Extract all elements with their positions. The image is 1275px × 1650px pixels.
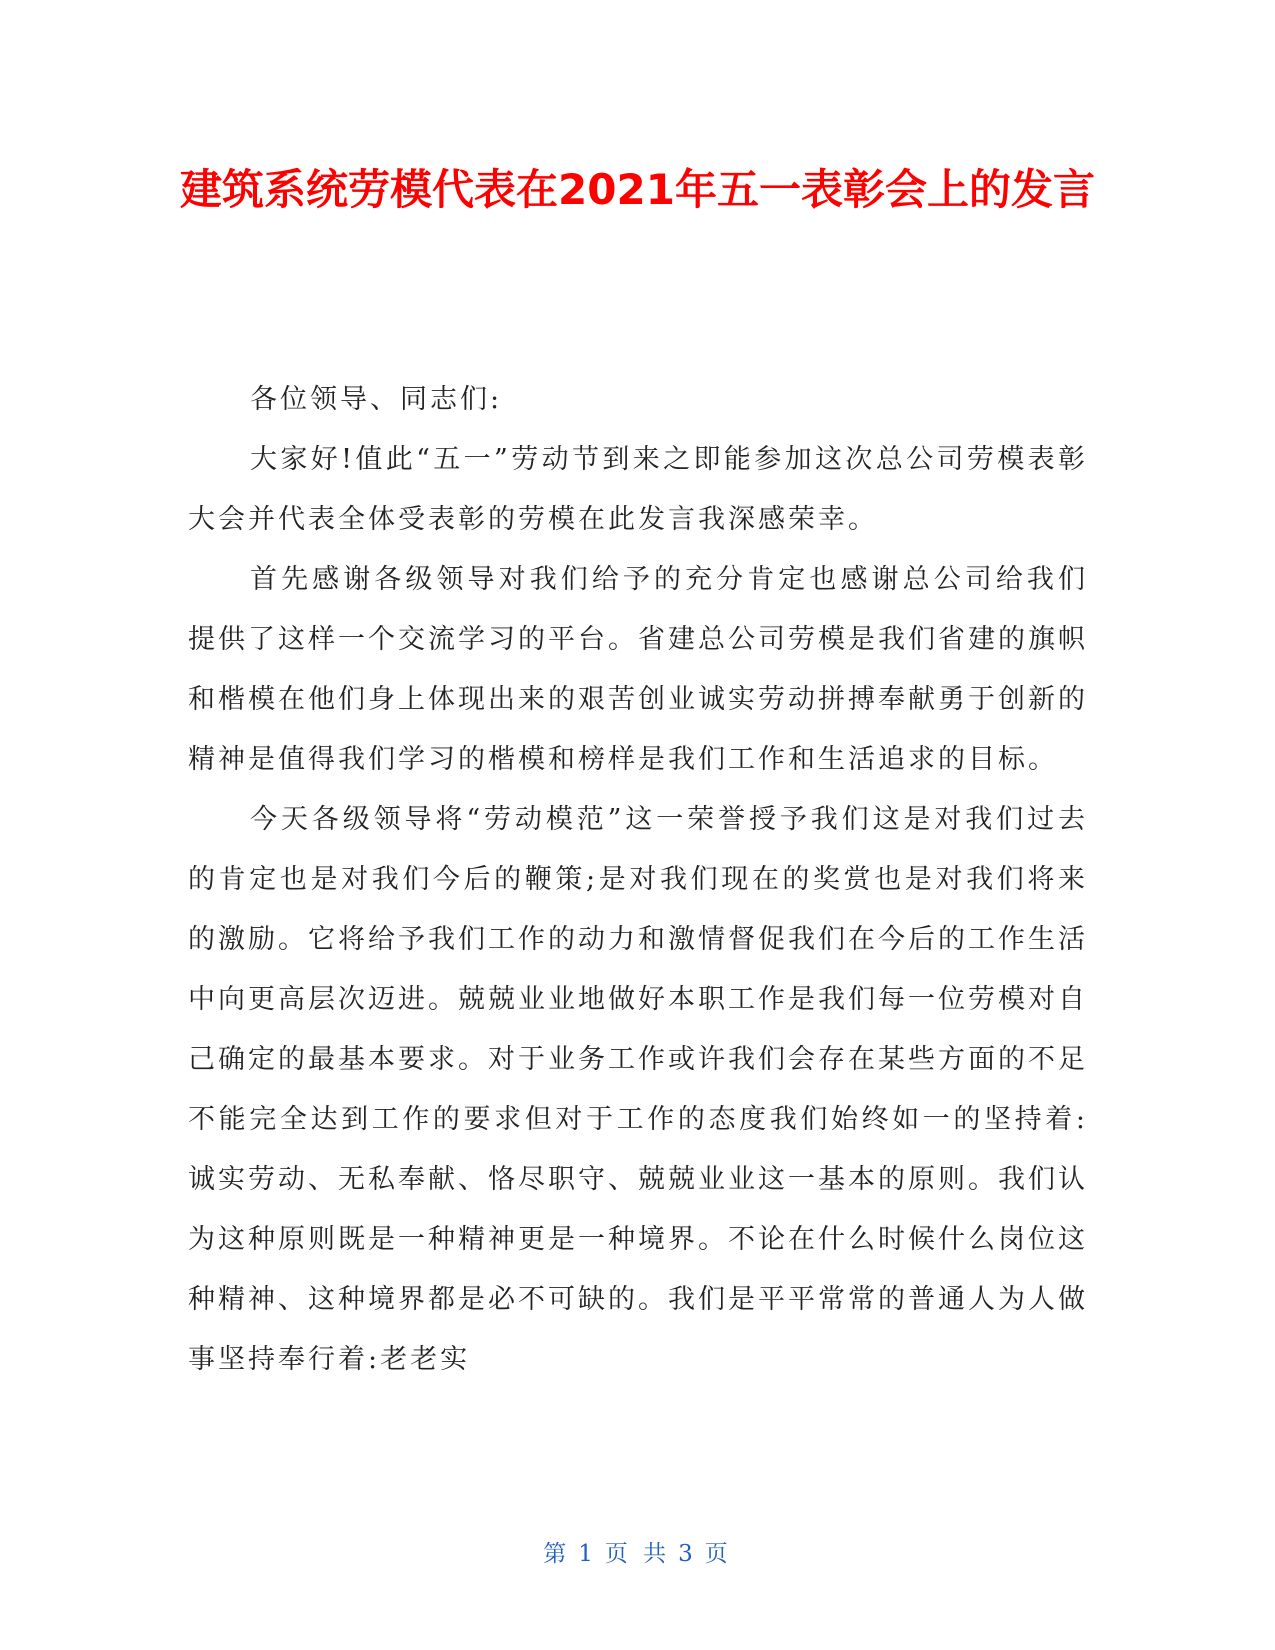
- footer-current-page: 1: [578, 1541, 597, 1567]
- footer-prefix: 第: [543, 1541, 571, 1567]
- paragraph-thanks: 首先感谢各级领导对我们给予的充分肯定也感谢总公司给我们提供了这样一个交流学习的平台。省建总公司劳模是我们省建的旗帜和楷模在他们身上体现出来的艰苦创业诚实劳动拼搏奉献勇于创新的精神是值得我们学习的楷模和榜样是我们工作和生活追求的目标。: [188, 564, 1088, 775]
- paragraph-honor: 今天各级领导将“劳动模范”这一荣誉授予我们这是对我们过去的肯定也是对我们今后的鞭策;是对我们现在的奖赏也是对我们将来的激励。它将给予我们工作的动力和激情督促我们在今后的工作生活中向更高层次迈进。兢兢业业地做好本职工作是我们每一位劳模对自己确定的最基本要求。对于业务工作或许我们会存在某些方面的不足不能完全达到工作的要求但对于工作的态度我们始终如一的坚持着:诚实劳动、无私奉献、恪尽职守、兢兢业业这一基本的原则。我们认为这种原则既是一种精神更是一种境界。不论在什么时候什么岗位这种精神、这种境界都是必不可缺的。我们是平平常常的普通人为人做事坚持奉行着:老老实: [188, 804, 1088, 1375]
- footer-suffix: 页: [704, 1541, 732, 1567]
- paragraph-greeting: 大家好!值此“五一”劳动节到来之即能参加这次总公司劳模表彰大会并代表全体受表彰的劳模在此发言我深感荣幸。: [188, 444, 1088, 535]
- page-footer: [0, 1535, 1275, 1568]
- paragraph-salutation: 各位领导、同志们:: [250, 384, 503, 415]
- footer-total-pages: 3: [678, 1541, 697, 1567]
- document-title: 建筑系统劳模代表在2021年五一表彰会上的发言: [180, 165, 1095, 214]
- document-body: [188, 370, 1088, 1390]
- footer-middle: 页 共: [604, 1541, 671, 1567]
